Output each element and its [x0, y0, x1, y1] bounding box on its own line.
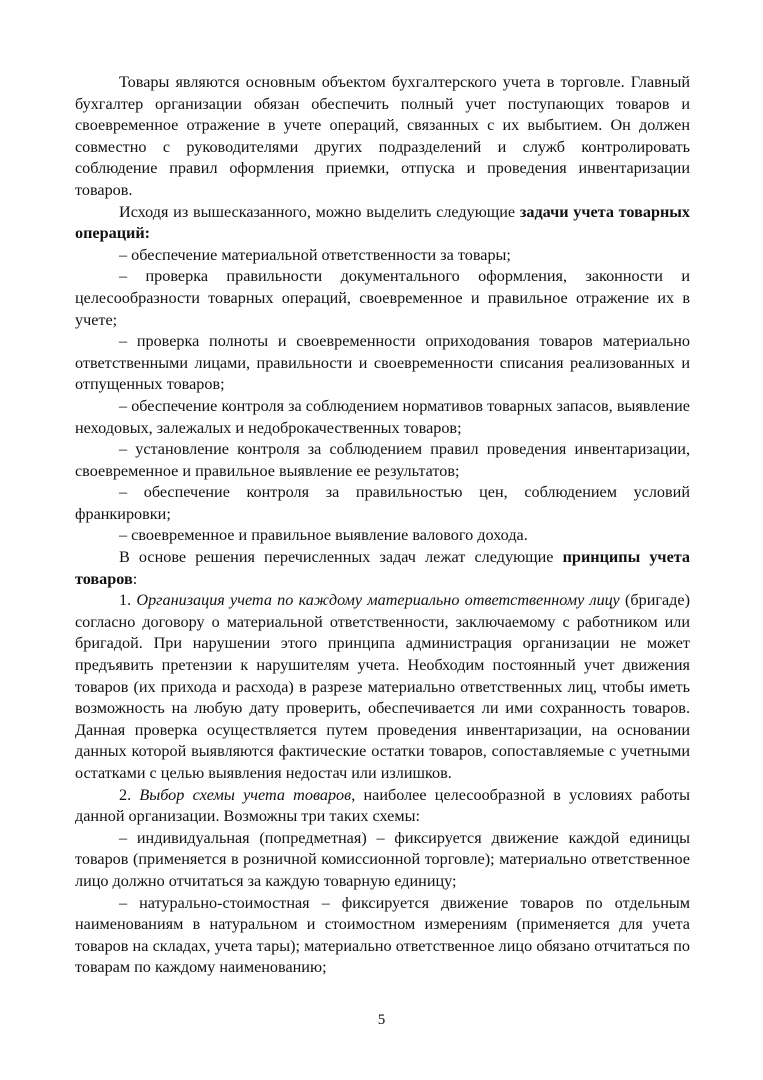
principle-1-number: 1. [119, 591, 137, 610]
principle-2 [75, 785, 690, 828]
task-item: – обеспечение контроля за соблюдением нормативов товарных запасов, выявление неходовых, залежалых и недоброкачественных товаров; [75, 396, 690, 437]
scheme-item: – индивидуальная (попредметная) – фиксируется движение каждой единицы товаров (применяется в розничной комиссионной торговле); материально ответственное лицо должно отчитаться за каждую товарную единицу; [75, 828, 690, 890]
task-item: – обеспечение материальной ответственности за товары; [119, 245, 511, 264]
task-item: – обеспечение контроля за правильностью цен, соблюдением условий франкировки; [75, 483, 690, 523]
principle-1-title: Организация учета по каждому материально ответственному лицу [136, 591, 620, 610]
principles-heading-paragraph [75, 547, 690, 590]
task-item: – проверка полноты и своевременности оприходования товаров материально ответственными лицами, правильности и своевременности списания реализованных и отпущенных товаров; [75, 332, 690, 394]
page-body [75, 72, 690, 979]
tasks-heading-paragraph [75, 202, 690, 245]
principles-heading-bold: принципы учета товаров [75, 548, 690, 588]
principles-heading-lead: В основе решения перечисленных задач лежат следующие [119, 548, 563, 567]
principles-heading-tail: : [132, 569, 138, 588]
principle-2-title: Выбор схемы учета товаров [139, 785, 352, 804]
tasks-heading-lead: Исходя из вышесказанного, можно выделить следующие [119, 202, 520, 221]
principle-2-text: , наиболее целесообразной в условиях работы данной организации. Возможны три таких схемы: [75, 785, 691, 826]
task-item: – проверка правильности документального оформления, законности и целесообразности товарных операций, своевременное и правильное отражение их в учете; [75, 267, 690, 329]
task-item: – своевременное и правильное выявление валового дохода. [119, 526, 528, 545]
principle-1-text: (бригаде) согласно договору о материальной ответственности, заключаемому с работником или бригадой. При нарушении этого принципа администрация организации не может предъявить претензии к нарушителям учета. Необходим постоянный учет движения товаров (их прихода и расхода) в разрезе материально ответственных лиц, чтобы иметь возможность на любую дату проверить, обеспечивается ли ими сохранность товаров. Данная проверка осуществляется путем проведения инвентаризации, на основании данных которой выявляются фактические остатки товаров, сопоставляемые с учетными остатками с целью выявления недостач или излишков. [75, 591, 690, 782]
principle-1 [75, 590, 690, 784]
tasks-heading-bold: задачи учета товарных операций: [75, 202, 691, 243]
task-item: – установление контроля за соблюдением правил проведения инвентаризации, своевременное и правильное выявление ее результатов; [75, 440, 690, 480]
principle-2-number: 2. [119, 785, 140, 804]
scheme-item: – натурально-стоимостная – фиксируется движение товаров по отдельным наименованиям в натуральном и стоимостном измерениям (применяется для учета товаров на складах, учета тары); материально ответственное лицо обязано отчитаться по товарам по каждому наименованию; [75, 893, 690, 977]
page-number: 5 [377, 1012, 386, 1028]
intro-paragraph: Товары являются основным объектом бухгалтерского учета в торговле. Главный бухгалтер организации обязан обеспечить полный учет поступающих товаров и своевременное отражение в учете операций, связанных с их выбытием. Он должен совместно с руководителями других подразделений и служб контролировать соблюдение правил оформления приемки, отпуска и проведения инвентаризации товаров. [75, 73, 690, 199]
